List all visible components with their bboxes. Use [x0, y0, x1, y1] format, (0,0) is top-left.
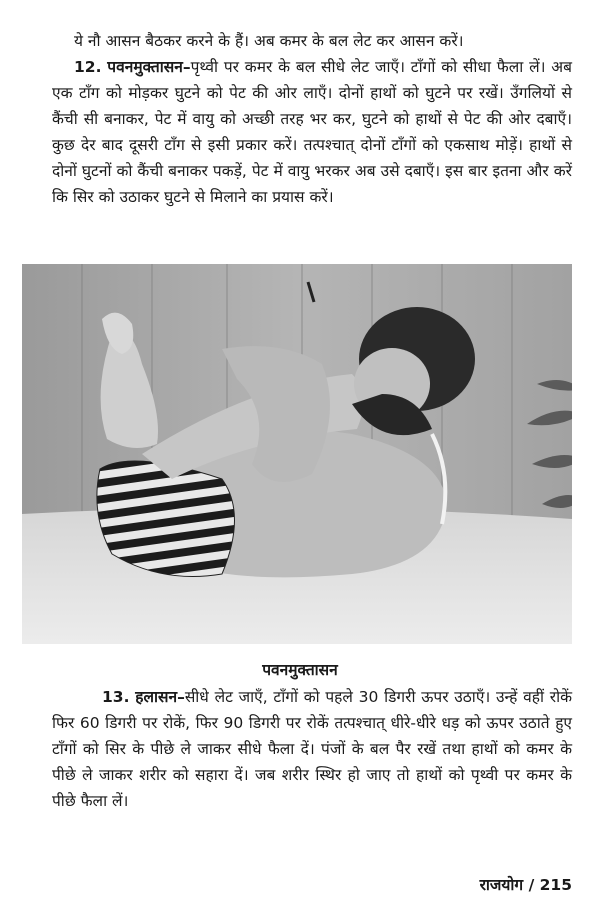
footer-book-title: राजयोग: [479, 876, 524, 894]
asana-12-dash: –: [182, 58, 191, 76]
asana-12-text: पृथ्वी पर कमर के बल सीधे लेट जाएँ। टाँगों को सीधा फैला लें। अब एक टाँग को मोड़कर घुटने को पेट की ओर लाएँ। दोनों हाथों को घुटने पर रखें। उँगलियों से कैंची सी बनाकर, पेट में वायु को अच्छी तरह भर कर, घुटने को हाथों से पेट की ओर दबाएँ। कुछ देर बाद दूसरी टाँग से इसी प्रकार करें। तत्पश्चात् दोनों टाँगों को एकसाथ मोड़ें। हाथों से दोनों घुटनों को कैंची बनाकर पकड़ें, पेट में वायु भरकर अब उसे दबाएँ। इस बार इतना और करें कि सिर को उठाकर घुटने से मिलाने का प्रयास करें।: [52, 58, 572, 206]
asana-12-paragraph: [52, 54, 572, 210]
page-footer: [480, 874, 572, 896]
page-number: 215: [539, 876, 572, 894]
pavanmuktasana-photo: [22, 264, 572, 644]
footer-separator: /: [528, 876, 535, 894]
asana-13-paragraph: [52, 684, 572, 814]
intro-line: [52, 28, 572, 54]
asana-13-text: सीधे लेट जाएँ, टाँगों को पहले 30 डिगरी ऊपर उठाएँ। उन्हें वहीं रोकें फिर 60 डिगरी पर रोकें, फिर 90 डिगरी पर रोकें तत्पश्चात् धीरे-धीरे धड़ को ऊपर उठाते हुए टाँगों को सिर के पीछे ले जाकर सीधे फैला दें। पंजों के बल पैर रखें तथा हाथों को कमर के पीछे ले जाकर शरीर को सहारा दें। जब शरीर स्थिर हो जाए तो हाथों को पृथ्वी पर कमर के पीछे फैला लें।: [52, 688, 572, 810]
asana-12-number: 12.: [74, 58, 102, 76]
asana-12-name: पवनमुक्तासन: [107, 58, 183, 76]
photo-caption: पवनमुक्तासन: [262, 661, 338, 679]
asana-13-name: हलासन: [135, 688, 178, 706]
intro-text: ये नौ आसन बैठकर करने के हैं। अब कमर के बल लेट कर आसन करें।: [74, 32, 464, 50]
asana-13-dash: –: [177, 688, 185, 706]
asana-13-number: 13.: [102, 688, 130, 706]
